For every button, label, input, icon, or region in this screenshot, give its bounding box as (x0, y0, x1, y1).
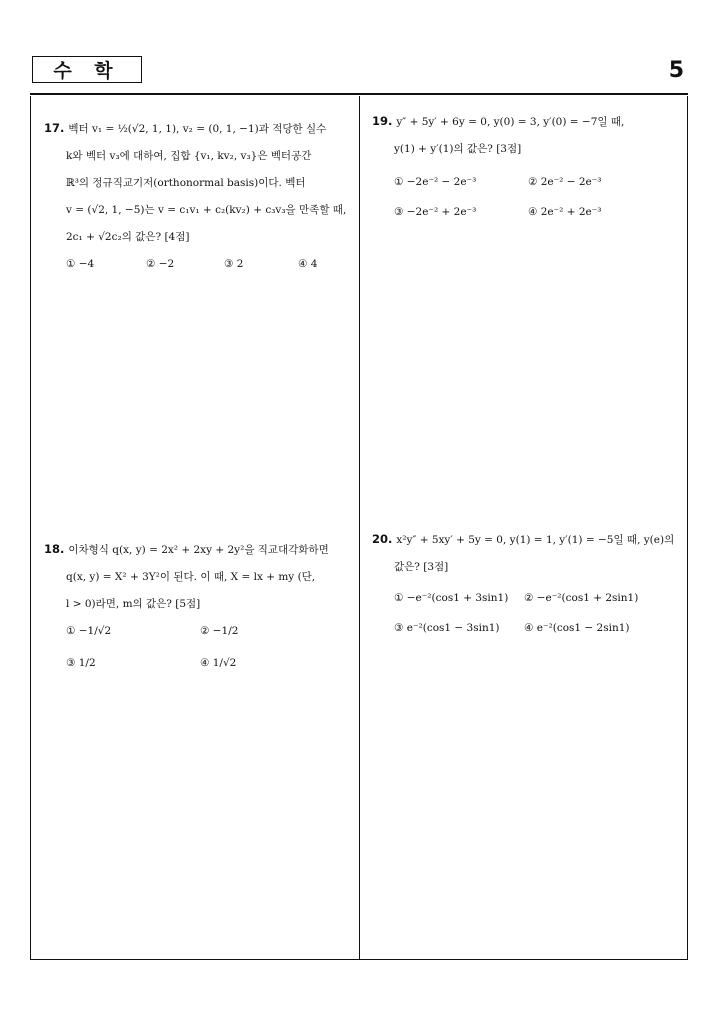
q17-line-5: 2c₁ + √2c₂의 값은? [4점] (66, 231, 190, 243)
header-rule (30, 93, 688, 95)
q19-choice-4[interactable]: ④ 2e⁻² + 2e⁻³ (528, 206, 602, 218)
q18-line-3: l > 0)라면, m의 값은? [5점] (66, 598, 201, 610)
q17-choices (44, 251, 352, 281)
q18-number: 18. (44, 542, 65, 556)
q19-choice-1[interactable]: ① −2e⁻² − 2e⁻³ (394, 176, 477, 188)
q19-choice-3[interactable]: ③ −2e⁻² + 2e⁻³ (394, 206, 477, 218)
q20-choice-4[interactable]: ④ e⁻²(cos1 − 2sin1) (524, 622, 630, 634)
q17-line-2: k와 벡터 v₃에 대하여, 집합 {v₁, kv₂, v₃}은 벡터공간 (66, 150, 312, 162)
q20-choice-2[interactable]: ② −e⁻²(cos1 + 2sin1) (524, 592, 639, 604)
subject-title: 수 학 (32, 56, 142, 83)
q18-line-1: 18. 이차형식 q(x, y) = 2x² + 2xy + 2y²을 직교대각화하면 (44, 542, 329, 556)
question-17 (44, 115, 352, 281)
q19-choices-row-1 (372, 169, 680, 199)
question-18 (44, 536, 352, 682)
q20-line-2: 값은? [3점] (394, 561, 449, 573)
q19-choice-2[interactable]: ② 2e⁻² − 2e⁻³ (528, 176, 602, 188)
q19-choices-row-2 (372, 199, 680, 229)
q20-number: 20. (372, 532, 393, 546)
q17-choice-4[interactable]: ④ 4 (298, 258, 318, 270)
q17-line-3: ℝ³의 정규직교기저(orthonormal basis)이다. 벡터 (66, 177, 306, 189)
q19-line-2: y(1) + y′(1)의 값은? [3점] (394, 143, 522, 155)
q20-choice-3[interactable]: ③ e⁻²(cos1 − 3sin1) (394, 622, 500, 634)
q20-choices-row-2 (372, 615, 680, 645)
column-divider (359, 96, 360, 960)
q18-line-2: q(x, y) = X² + 3Y²이 된다. 이 때, X = lx + my (단, (66, 571, 316, 583)
q18-choice-2[interactable]: ② −1/2 (200, 625, 239, 637)
q20-choice-1[interactable]: ① −e⁻²(cos1 + 3sin1) (394, 592, 509, 604)
q18-choices-row-2 (44, 650, 352, 682)
q17-line-1: 17. 벡터 v₁ = ½(√2, 1, 1), v₂ = (0, 1, −1)과 적당한 실수 (44, 121, 327, 135)
q20-line-1: 20. x²y″ + 5xy′ + 5y = 0, y(1) = 1, y′(1) = −5일 때, y(e)의 (372, 532, 675, 546)
q17-choice-2[interactable]: ② −2 (146, 258, 175, 270)
question-20 (372, 526, 680, 645)
q18-choices-row-1 (44, 618, 352, 650)
q20-choices-row-1 (372, 585, 680, 615)
q18-choice-3[interactable]: ③ 1/2 (66, 657, 96, 669)
q19-line-1: 19. y″ + 5y′ + 6y = 0, y(0) = 3, y′(0) = −7일 때, (372, 114, 625, 128)
question-19 (372, 108, 680, 229)
q17-number: 17. (44, 121, 65, 135)
q19-number: 19. (372, 114, 393, 128)
q17-line-4: v = (√2, 1, −5)는 v = c₁v₁ + c₂(kv₂) + c₃v₃을 만족할 때, (66, 204, 347, 216)
q18-choice-1[interactable]: ① −1/√2 (66, 625, 112, 637)
page-number: 5 (668, 58, 684, 83)
q18-choice-4[interactable]: ④ 1/√2 (200, 657, 237, 669)
q17-choice-1[interactable]: ① −4 (66, 258, 95, 270)
q17-choice-3[interactable]: ③ 2 (224, 258, 244, 270)
